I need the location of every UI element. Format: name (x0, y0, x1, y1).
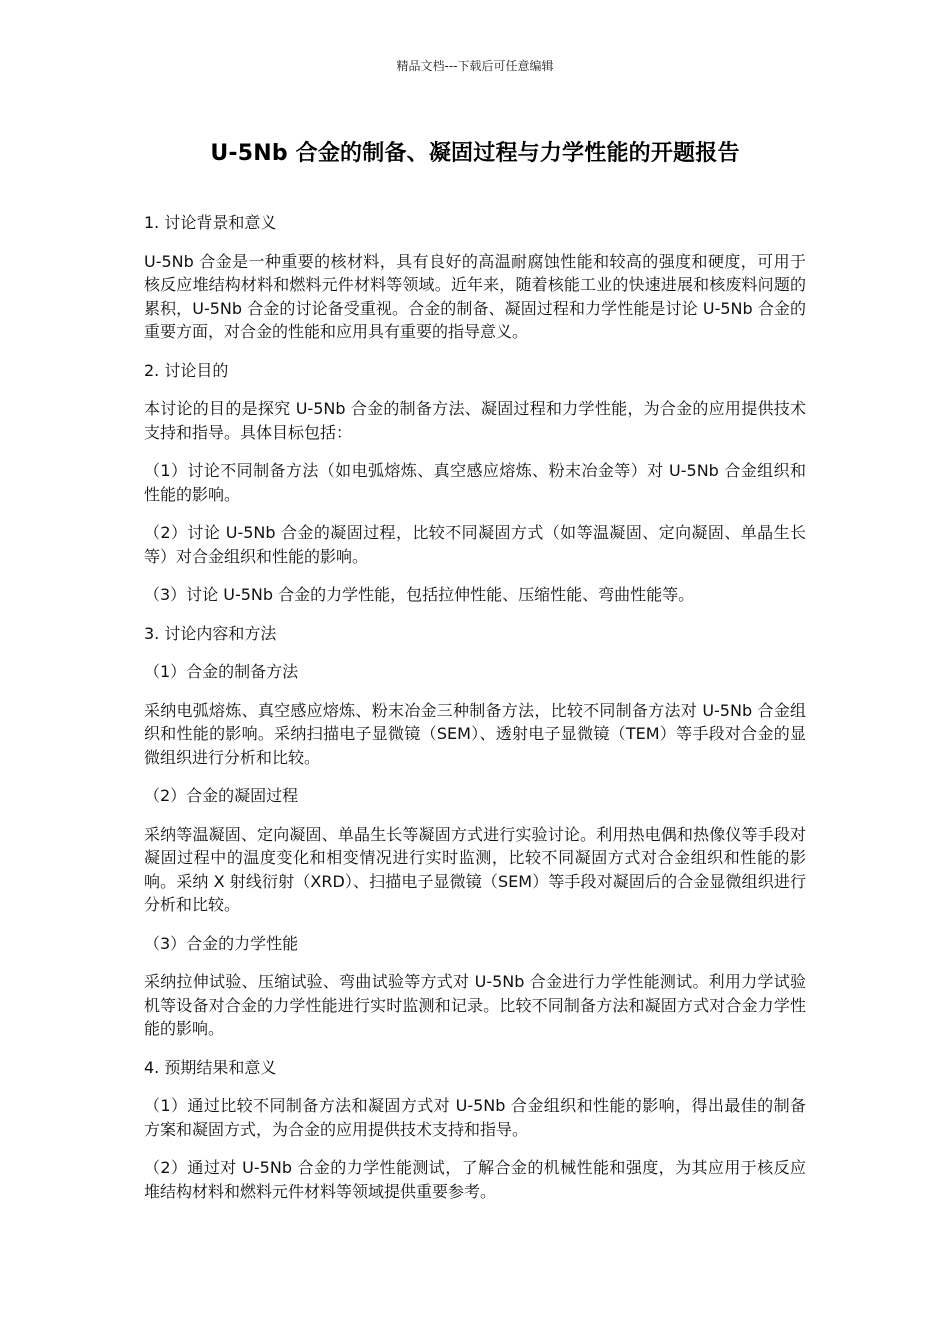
subheading-preparation: （1）合金的制备方法 (144, 662, 299, 681)
section-heading-purpose: 2. 讨论目的 (144, 360, 229, 380)
subheading-solidification: （2）合金的凝固过程 (144, 786, 299, 805)
paragraph-mechanics: 采纳拉伸试验、压缩试验、弯曲试验等方式对 U-5Nb 合金进行力学性能测试。利用力学试验机等设备对合金的力学性能进行实时监测和记录。比较不同制备方法和凝固方式对合金力学性能的影响。 (144, 972, 806, 1038)
header-watermark: 精品文档---下载后可任意编辑 (396, 59, 554, 73)
list-item-goal-2: （2）讨论 U-5Nb 合金的凝固过程，比较不同凝固方式（如等温凝固、定向凝固、单晶生长等）对合金组织和性能的影响。 (144, 523, 806, 566)
list-item-goal-3: （3）讨论 U-5Nb 合金的力学性能，包括拉伸性能、压缩性能、弯曲性能等。 (144, 585, 695, 604)
paragraph-preparation: 采纳电弧熔炼、真空感应熔炼、粉末冶金三种制备方法，比较不同制备方法对 U-5Nb 合金组织和性能的影响。采纳扫描电子显微镜（SEM）、透射电子显微镜（TEM）等手段对合金的显微组织进行分析和比较。 (144, 700, 806, 767)
paragraph-background: U-5Nb 合金是一种重要的核材料，具有良好的高温耐腐蚀性能和较高的强度和硬度，可用于核反应堆结构材料和燃料元件材料等领域。近年来，随着核能工业的快速进展和核废料问题的累积，U-5Nb 合金的讨论备受重视。合金的制备、凝固过程和力学性能是讨论 U-5Nb 合金的重要方面，对合金的性能和应用具有重要的指导意义。 (144, 251, 806, 341)
section-heading-methods: 3. 讨论内容和方法 (144, 623, 277, 643)
subheading-mechanics: （3）合金的力学性能 (144, 933, 299, 953)
section-heading-results: 4. 预期结果和意义 (144, 1057, 277, 1077)
paragraph-purpose: 本讨论的目的是探究 U-5Nb 合金的制备方法、凝固过程和力学性能，为合金的应用提供技术支持和指导。具体目标包括： (144, 399, 806, 442)
paragraph-solidification: 采纳等温凝固、定向凝固、单晶生长等凝固方式进行实验讨论。利用热电偶和热像仪等手段对凝固过程中的温度变化和相变情况进行实时监测，比较不同凝固方式对合金组织和性能的影响。采纳 X 射线衍射（XRD）、扫描电子显微镜（SEM）等手段对凝固后的合金显微组织进行分析和比较。 (144, 824, 806, 914)
section-heading-background: 1. 讨论背景和意义 (144, 213, 277, 232)
document-title: U-5Nb 合金的制备、凝固过程与力学性能的开题报告 (210, 141, 740, 166)
list-item-result-2: （2）通过对 U-5Nb 合金的力学性能测试，了解合金的机械性能和强度，为其应用于核反应堆结构材料和燃料元件材料等领域提供重要参考。 (144, 1158, 806, 1201)
list-item-goal-1: （1）讨论不同制备方法（如电弧熔炼、真空感应熔炼、粉末冶金等）对 U-5Nb 合金组织和性能的影响。 (144, 461, 806, 504)
list-item-result-1: （1）通过比较不同制备方法和凝固方式对 U-5Nb 合金组织和性能的影响，得出最佳的制备方案和凝固方式，为合金的应用提供技术支持和指导。 (144, 1096, 806, 1139)
document-body (144, 211, 806, 1218)
